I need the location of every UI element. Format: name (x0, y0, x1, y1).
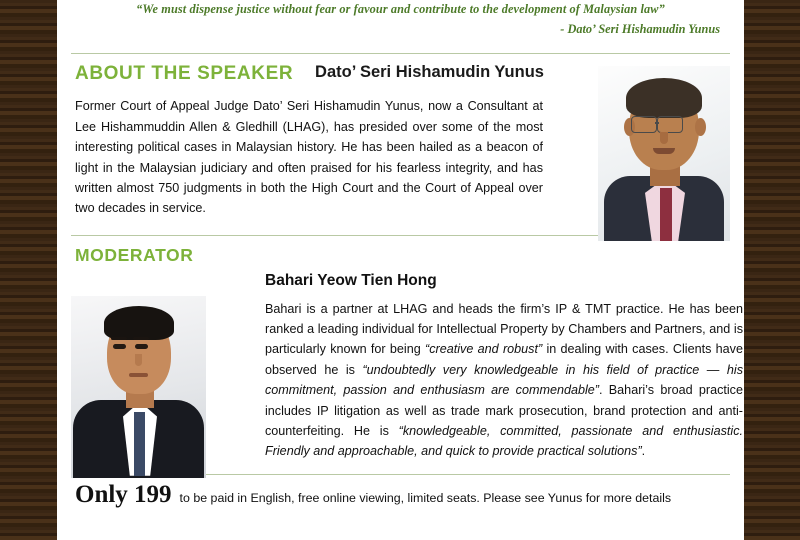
moderator-row (57, 266, 744, 462)
quote-text: “We must dispense justice without fear or favour and contribute to the development of Malaysian law” (136, 2, 665, 16)
speaker-name: Dato’ Seri Hishamudin Yunus (315, 63, 544, 82)
price-note: to be paid in English, free online viewing, limited seats. Please see Yunus for more details (179, 490, 672, 505)
moderator-text-block (265, 271, 743, 462)
price-row (57, 475, 744, 509)
moderator-bio-text: Bahari is a partner at LHAG and heads the firm’s IP & TMT practice. He has been ranked a leading individual for Intellectual Property by Chambers and Partners, and is particularly known for being “creative and robust” in dealing with cases. Clients have observed he is “undoubtedly very knowledgeable in his field of practice — his commitment, passion and enthusiasm are commendable”. Bahari’s broad practice includes IP litigation as well as trade mark prosecution, brand protection and anti-counterfeiting. He is “knowledgeable, committed, passionate and enthusiastic. Friendly and approachable, and quick to provide practical solutions”. (265, 301, 743, 459)
quote-block (57, 0, 744, 37)
section-heading-moderator: MODERATOR (75, 244, 194, 265)
speaker-portrait-photo (598, 66, 730, 241)
price-amount: Only 199 (75, 480, 172, 508)
moderator-name: Bahari Yeow Tien Hong (265, 271, 437, 289)
section-heading-about-speaker: ABOUT THE SPEAKER (75, 63, 294, 85)
quote-attribution: - Dato’ Seri Hishamudin Yunus (560, 22, 720, 37)
speaker-bio-text: Former Court of Appeal Judge Dato’ Seri Hishamudin Yunus, now a Consultant at Lee Hishammuddin Allen & Gledhill (LHAG), has presided over some of the most interesting political cases in Malaysian history. He has been hailed as a beacon of light in the Malaysian judiciary and often praised for his fearless integrity, and has written almost 750 judgments in both the High Court and the Court of Appeal over two decades in service. (75, 99, 543, 216)
document-sheet (57, 0, 744, 540)
moderator-portrait-photo (71, 296, 206, 478)
speaker-row (57, 82, 744, 218)
